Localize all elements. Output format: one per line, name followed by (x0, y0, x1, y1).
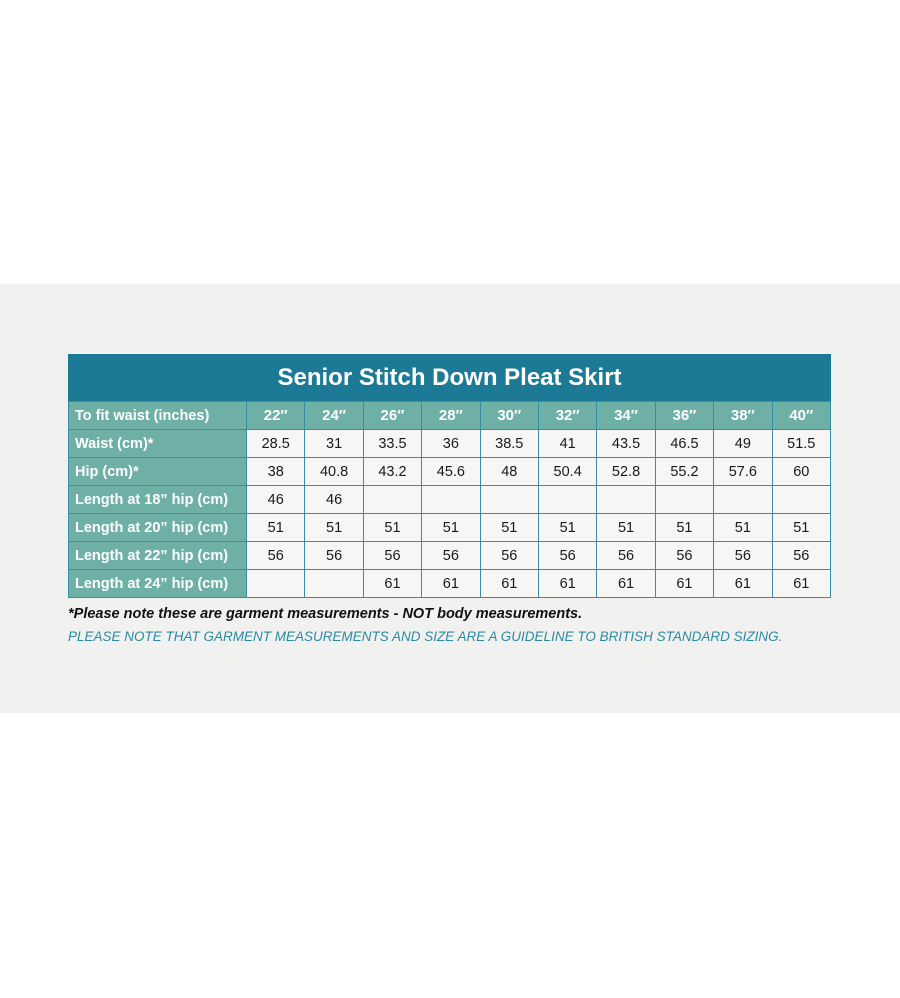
table-cell: 28.5 (247, 430, 305, 458)
row-label: Length at 24” hip (cm) (69, 570, 247, 598)
table-cell: 46.5 (655, 430, 713, 458)
table-cell (655, 486, 713, 514)
table-row (69, 570, 831, 598)
table-cell: 61 (772, 570, 830, 598)
table-cell: 43.5 (597, 430, 655, 458)
table-cell: 51.5 (772, 430, 830, 458)
table-cell (597, 486, 655, 514)
table-cell: 61 (422, 570, 480, 598)
size-header: 30″ (480, 402, 538, 430)
table-cell (305, 570, 363, 598)
size-header: 22″ (247, 402, 305, 430)
table-cell: 56 (422, 542, 480, 570)
table-cell: 56 (305, 542, 363, 570)
table-cell: 61 (655, 570, 713, 598)
table-cell: 56 (538, 542, 596, 570)
table-cell: 52.8 (597, 458, 655, 486)
table-cell: 57.6 (714, 458, 772, 486)
size-header: 36″ (655, 402, 713, 430)
table-cell: 55.2 (655, 458, 713, 486)
table-cell (538, 486, 596, 514)
garment-measurement-note: *Please note these are garment measurements - NOT body measurements. (68, 606, 583, 622)
table-cell: 51 (538, 514, 596, 542)
table-cell (714, 486, 772, 514)
table-cell: 45.6 (422, 458, 480, 486)
table-cell: 49 (714, 430, 772, 458)
table-cell: 51 (247, 514, 305, 542)
table-cell: 38.5 (480, 430, 538, 458)
table-cell: 51 (422, 514, 480, 542)
table-cell: 50.4 (538, 458, 596, 486)
table-cell: 56 (363, 542, 421, 570)
size-header: 28″ (422, 402, 480, 430)
table-cell: 51 (655, 514, 713, 542)
table-cell: 40.8 (305, 458, 363, 486)
table-cell: 61 (714, 570, 772, 598)
size-chart (68, 354, 831, 598)
header-label: To fit waist (inches) (69, 402, 247, 430)
size-header: 32″ (538, 402, 596, 430)
row-label: Length at 18” hip (cm) (69, 486, 247, 514)
table-cell: 51 (597, 514, 655, 542)
size-header: 38″ (714, 402, 772, 430)
size-header: 24″ (305, 402, 363, 430)
table-cell: 48 (480, 458, 538, 486)
table-cell: 56 (247, 542, 305, 570)
size-header: 40″ (772, 402, 830, 430)
table-cell: 56 (480, 542, 538, 570)
table-cell: 51 (480, 514, 538, 542)
table-cell (247, 570, 305, 598)
size-header: 34″ (597, 402, 655, 430)
header-row (69, 402, 831, 430)
table-row (69, 486, 831, 514)
table-cell: 56 (772, 542, 830, 570)
table-cell (422, 486, 480, 514)
table-cell: 51 (305, 514, 363, 542)
table-row (69, 430, 831, 458)
size-table (68, 401, 831, 598)
table-cell: 60 (772, 458, 830, 486)
row-label: Waist (cm)* (69, 430, 247, 458)
table-cell: 61 (480, 570, 538, 598)
table-cell: 61 (538, 570, 596, 598)
row-label: Length at 20” hip (cm) (69, 514, 247, 542)
row-label: Length at 22” hip (cm) (69, 542, 247, 570)
table-row (69, 458, 831, 486)
table-cell: 38 (247, 458, 305, 486)
table-cell: 56 (714, 542, 772, 570)
table-cell: 46 (305, 486, 363, 514)
table-cell (480, 486, 538, 514)
table-cell: 56 (597, 542, 655, 570)
chart-title: Senior Stitch Down Pleat Skirt (68, 354, 831, 401)
table-cell: 61 (597, 570, 655, 598)
table-cell: 31 (305, 430, 363, 458)
table-row (69, 514, 831, 542)
table-cell: 51 (772, 514, 830, 542)
table-cell: 46 (247, 486, 305, 514)
table-row (69, 542, 831, 570)
table-cell: 51 (714, 514, 772, 542)
size-header: 26″ (363, 402, 421, 430)
table-cell: 51 (363, 514, 421, 542)
table-cell: 33.5 (363, 430, 421, 458)
table-cell (772, 486, 830, 514)
table-cell: 43.2 (363, 458, 421, 486)
table-cell: 61 (363, 570, 421, 598)
table-cell (363, 486, 421, 514)
table-cell: 36 (422, 430, 480, 458)
sizing-guideline-note: PLEASE NOTE THAT GARMENT MEASUREMENTS AND SIZE ARE A GUIDELINE TO BRITISH STANDARD SIZING. (68, 629, 783, 644)
table-cell: 41 (538, 430, 596, 458)
row-label: Hip (cm)* (69, 458, 247, 486)
table-cell: 56 (655, 542, 713, 570)
